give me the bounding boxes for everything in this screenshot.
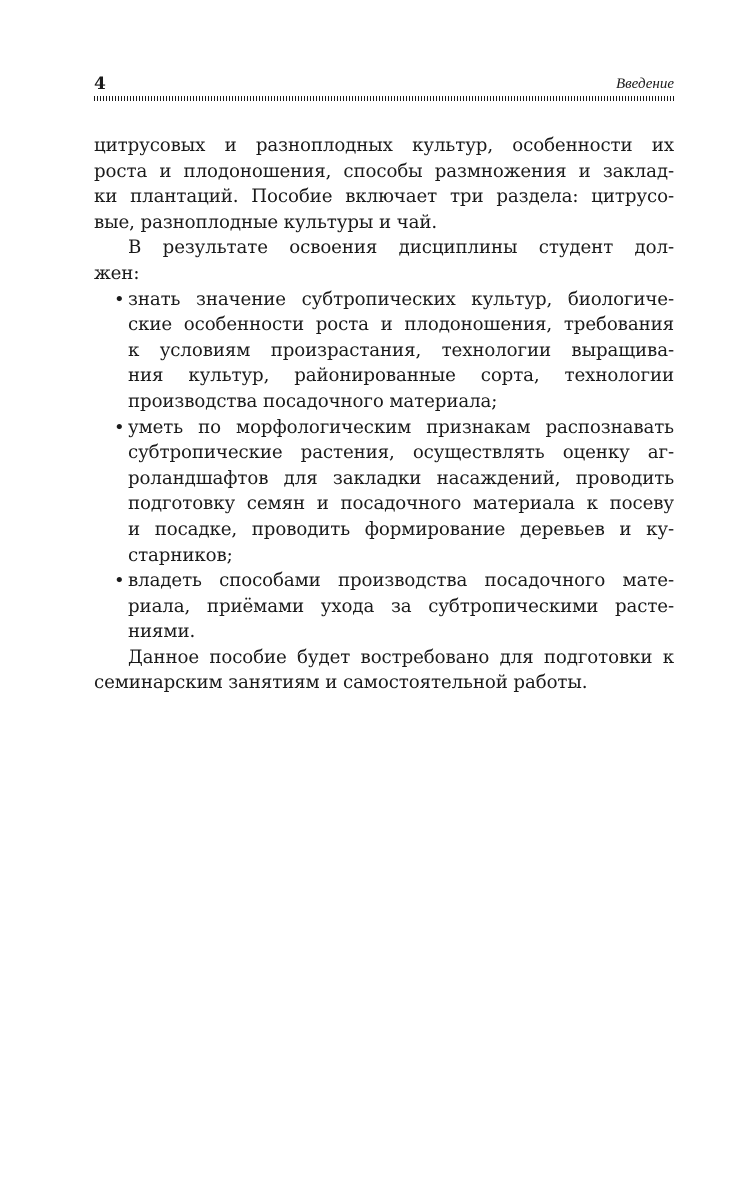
text-line: старников; [128, 544, 233, 566]
text-line: ния культур, районированные сорта, технологии [128, 365, 674, 387]
page-body [94, 133, 674, 696]
text-line: знать значение субтропических культур, биологиче- [128, 288, 674, 310]
text-line: семинарским занятиям и самостоятельной работы. [94, 672, 588, 694]
text-line: ские особенности роста и плодоношения, требования [128, 314, 674, 336]
running-title: Введение [616, 76, 674, 92]
header-dotted-rule [94, 96, 674, 101]
book-page [94, 70, 674, 696]
bullet-item-know [94, 287, 674, 415]
text-line: роста и плодоношения, способы размножения и заклад- [94, 160, 674, 182]
text-line: уметь по морфологическим признакам распознавать [128, 416, 674, 438]
text-line: ки плантаций. Пособие включает три раздела: цитрусо- [94, 186, 674, 208]
bullet-icon: • [114, 570, 125, 592]
intro-paragraph [94, 133, 674, 235]
text-line: и посадке, проводить формирование деревьев и ку- [128, 518, 674, 540]
text-line: подготовку семян и посадочного материала к посеву [128, 493, 674, 515]
text-line: риала, приёмами ухода за субтропическими расте- [128, 595, 674, 617]
page-number: 4 [94, 74, 106, 94]
bullet-item-master [94, 568, 674, 645]
page-header [94, 70, 674, 92]
text-line: к условиям произрастания, технологии выращива- [128, 339, 674, 361]
text-line: жен: [94, 262, 140, 284]
text-line: Данное пособие будет востребовано для подготовки к [128, 646, 674, 668]
result-paragraph [94, 235, 674, 286]
text-line: В результате освоения дисциплины студент дол- [128, 237, 674, 259]
text-line: ниями. [128, 621, 196, 643]
text-line: вые, разноплодные культуры и чай. [94, 211, 438, 233]
bullet-item-can [94, 415, 674, 569]
text-line: субтропические растения, осуществлять оценку аг- [128, 442, 674, 464]
closing-paragraph [94, 645, 674, 696]
text-line: производства посадочного материала; [128, 390, 498, 412]
text-line: цитрусовых и разноплодных культур, особенности их [94, 135, 674, 156]
text-line: роландшафтов для закладки насаждений, проводить [128, 467, 674, 489]
text-line: владеть способами производства посадочного мате- [128, 570, 674, 592]
bullet-icon: • [114, 288, 125, 310]
bullet-icon: • [114, 416, 125, 438]
